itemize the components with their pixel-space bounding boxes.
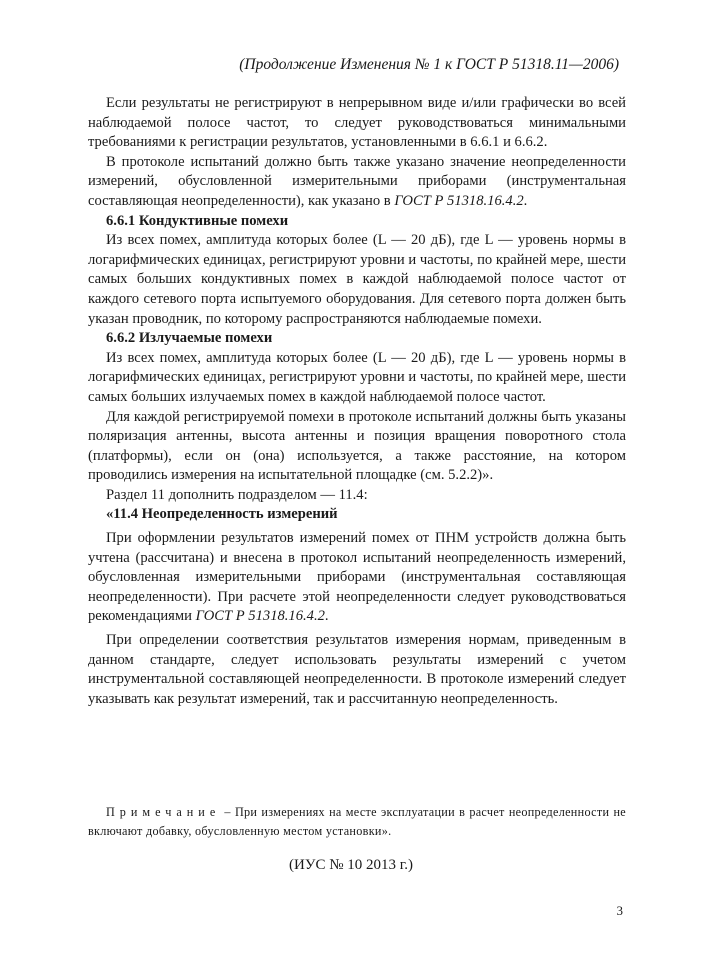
running-header: (Продолжение Изменения № 1 к ГОСТ Р 51318.11—2006) xyxy=(239,56,619,73)
heading-11-4: «11.4 Неопределенность измерений xyxy=(106,506,338,523)
paragraph-text: При оформлении результатов измерений помех от ПНМ устройств должна быть учтена (рассчитана) и внесена в протокол испытаний неопределенность измерений, обусловленная измерительными приборами (инструментальная составляющая неопределенности). При расчете этой неопределенности следует руководствоваться рекомендациями xyxy=(88,530,626,625)
note xyxy=(88,803,626,841)
heading-6-6-2: 6.6.2 Излучаемые помехи xyxy=(106,330,273,347)
heading-6-6-1: 6.6.1 Кондуктивные помехи xyxy=(106,212,289,229)
body-text xyxy=(88,94,626,709)
page-number: 3 xyxy=(616,903,623,918)
paragraph-radiated: Из всех помех, амплитуда которых более (L — 20 дБ), где L — уровень нормы в логарифмических единицах, регистрируют уровни и частоты, по крайней мере, шести самых больших излучаемых помех в каждой наблюдаемой полосе частот. xyxy=(88,349,626,405)
paragraph-measurement-uncertainty xyxy=(88,529,626,627)
paragraph-antenna: Для каждой регистрируемой помехи в протоколе испытаний должны быть указаны поляризация антенны, высота антенны и позиция вращения поворотного стола (платформы), если он (она) используется, а также расстояние, на котором проводились измерения на испытательной площадке (см. 5.2.2)». xyxy=(88,408,626,484)
paragraph-conducted: Из всех помех, амплитуда которых более (L — 20 дБ), где L — уровень нормы в логарифмических единицах, регистрируют уровни и частоты, по крайней мере, шести самых больших кондуктивных помех в каждой наблюдаемой полосе частот от каждого сетевого порта испытуемого оборудования. Для сетевого порта должен быть указан проводник, по которому распространяются наблюдаемые помехи. xyxy=(88,232,626,327)
note-text: – При измерениях на месте эксплуатации в расчет неопределенности не включают добавку, обусловленную местом установки». xyxy=(88,805,626,838)
paragraph-registration: Если результаты не регистрируют в непрерывном виде и/или графически во всей наблюдаемой полосе частот, то следует руководствоваться минимальными требованиями к регистрации результатов, установленными в 6.6.1 и 6.6.2. xyxy=(88,95,626,151)
standard-reference: ГОСТ Р 51318.16.4.2 xyxy=(394,192,524,209)
period: . xyxy=(523,192,528,209)
paragraph-section-11: Раздел 11 дополнить подразделом — 11.4: xyxy=(106,486,368,503)
paragraph-text: В протоколе испытаний должно быть также указано значение неопределенности измерений, обусловленной измерительными приборами (инструментальная составляющая неопределенности), как указано в xyxy=(88,153,626,209)
paragraph-compliance: При определении соответствия результатов измерения нормам, приведенным в данном стандарте, следует использовать результаты измерений с учетом инструментальной составляющей неопределенности. В протоколе измерений следует указывать как результат измерений, так и рассчитанную неопределенность. xyxy=(88,632,626,707)
note-label: Примечание xyxy=(106,805,221,819)
period: . xyxy=(324,608,329,625)
standard-reference: ГОСТ Р 51318.16.4.2 xyxy=(195,608,325,625)
paragraph-uncertainty-protocol xyxy=(88,153,626,212)
ius-reference: (ИУС № 10 2013 г.) xyxy=(289,857,413,873)
